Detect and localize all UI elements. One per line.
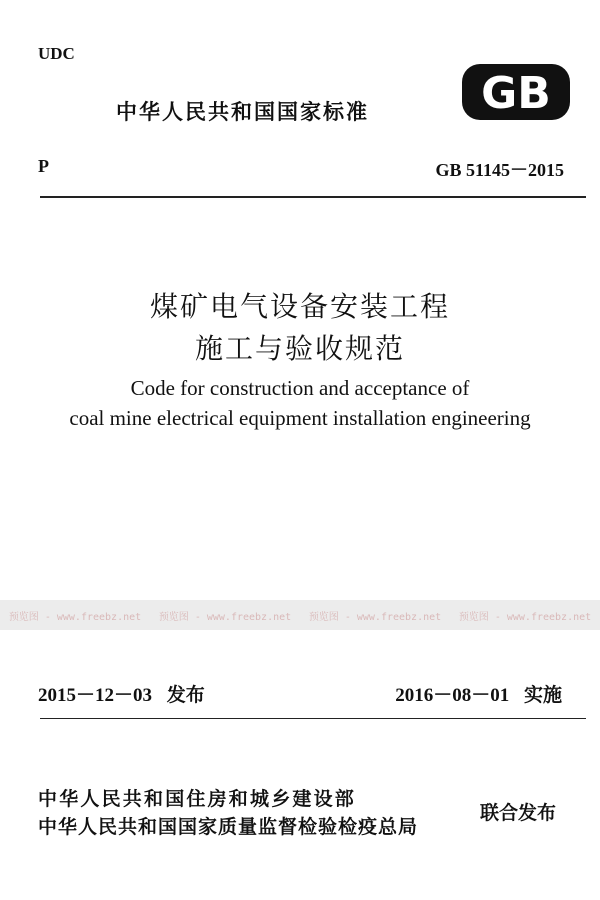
watermark-text: 预览图 - www.freebz.net [8,611,142,623]
joint-issue-label: 联合发布 [480,802,557,824]
category-code: P [38,156,49,176]
issue-label: 发布 [166,684,205,706]
issuer-org-2: 中华人民共和国国家质量监督检验检疫总局 [38,816,419,838]
gb-logo-text: GB [481,68,551,119]
issue-date-block [38,680,205,707]
title-en-line2: coal mine electrical equipment installation engineering [69,406,531,430]
watermark-band [0,600,600,630]
watermark-text: 预览图 - www.freebz.net [158,611,292,623]
watermark-text: 预览图 - www.freebz.net [458,611,592,623]
implement-label: 实施 [523,684,562,706]
title-cn-line1: 煤矿电气设备安装工程 [149,290,450,323]
gb-logo [460,62,572,122]
standard-number: GB 51145－2015 [435,160,564,180]
watermark-text: 预览图 - www.freebz.net [308,611,442,623]
top-divider [40,196,586,198]
issue-date: 2015－12－03 [38,685,153,706]
national-standard-label: 中华人民共和国国家标准 [116,100,369,124]
issuer-org-1: 中华人民共和国住房和城乡建设部 [38,788,357,810]
implement-date-block [395,680,562,707]
title-en-line1: Code for construction and acceptance of [130,376,470,400]
bottom-divider [40,718,586,719]
implement-date: 2016－08－01 [395,685,510,706]
udc-label: UDC [38,44,75,63]
title-cn-line2: 施工与验收规范 [194,332,405,365]
